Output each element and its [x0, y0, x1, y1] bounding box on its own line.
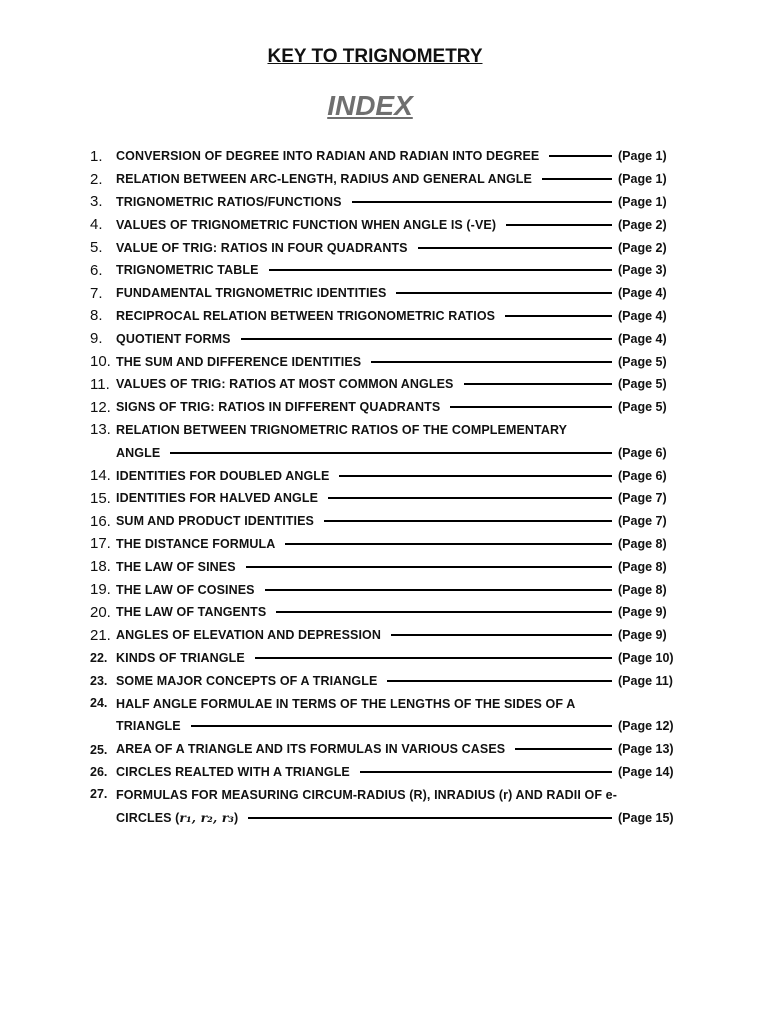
page-reference: (Page 6) — [618, 468, 667, 483]
leader-line — [542, 178, 612, 180]
leader-line — [328, 497, 612, 499]
entry-title: IDENTITIES FOR DOUBLED ANGLE — [116, 468, 330, 483]
math-expression-end: ) — [234, 810, 239, 825]
entry-title-continued: TRIANGLE — [116, 719, 181, 734]
table-of-contents — [90, 145, 680, 829]
entry-title: AREA OF A TRIANGLE AND ITS FORMULAS IN VARIOUS CASES — [116, 742, 506, 757]
toc-entry — [90, 191, 680, 214]
toc-entry — [90, 669, 680, 692]
entry-title: RECIPROCAL RELATION BETWEEN TRIGONOMETRIC RATIOS — [116, 308, 496, 323]
leader-line — [248, 817, 612, 819]
leader-line — [418, 247, 612, 249]
page-reference: (Page 12) — [618, 719, 674, 734]
leader-line — [265, 589, 612, 591]
toc-entry — [90, 601, 680, 624]
entry-number: 22. — [90, 651, 108, 666]
leader-line — [371, 361, 612, 363]
entry-title: CIRCLES REALTED WITH A TRIANGLE — [116, 764, 350, 779]
entry-title: RELATION BETWEEN TRIGNOMETRIC RATIOS OF THE COMPLEMENTARY — [116, 422, 568, 437]
toc-entry — [90, 555, 680, 578]
toc-entry — [90, 168, 680, 191]
entry-title: TRIGNOMETRIC TABLE — [116, 263, 259, 278]
leader-line — [549, 155, 612, 157]
toc-entry — [90, 213, 680, 236]
toc-entry — [90, 738, 680, 761]
toc-entry — [90, 647, 680, 670]
page-reference: (Page 2) — [618, 240, 667, 255]
page-reference: (Page 5) — [618, 400, 667, 415]
page-reference: (Page 8) — [618, 536, 667, 551]
entry-number: 6. — [90, 261, 103, 279]
page-reference: (Page 4) — [618, 308, 667, 323]
leader-line — [505, 315, 612, 317]
entry-title: CONVERSION OF DEGREE INTO RADIAN AND RADIAN INTO DEGREE — [116, 149, 540, 164]
leader-line — [387, 680, 612, 682]
entry-title: VALUES OF TRIG: RATIOS AT MOST COMMON ANGLES — [116, 377, 454, 392]
entry-title: THE DISTANCE FORMULA — [116, 536, 276, 551]
entry-title: SUM AND PRODUCT IDENTITIES — [116, 514, 314, 529]
page-reference: (Page 8) — [618, 559, 667, 574]
entry-number: 13. — [90, 420, 111, 438]
page-reference: (Page 4) — [618, 286, 667, 301]
entry-number: 12. — [90, 398, 111, 416]
entry-title: KINDS OF TRIANGLE — [116, 650, 245, 665]
entry-number: 15. — [90, 489, 111, 507]
leader-line — [391, 634, 612, 636]
entry-number: 16. — [90, 512, 111, 530]
document-title: KEY TO TRIGNOMETRY — [267, 46, 483, 67]
leader-line — [360, 771, 612, 773]
entry-number: 26. — [90, 765, 108, 780]
leader-line — [285, 543, 612, 545]
leader-line — [170, 452, 612, 454]
leader-line — [464, 383, 613, 385]
page-reference: (Page 5) — [618, 354, 667, 369]
leader-line — [324, 520, 612, 522]
entry-number: 20. — [90, 603, 111, 621]
leader-line — [241, 338, 612, 340]
page-reference: (Page 4) — [618, 331, 667, 346]
entry-title-continued: ANGLE — [116, 445, 161, 460]
entry-number: 19. — [90, 580, 111, 598]
page-reference: (Page 1) — [618, 194, 667, 209]
leader-line — [506, 224, 612, 226]
entry-number: 10. — [90, 352, 111, 370]
entry-number: 27. — [90, 787, 108, 802]
entry-title: IDENTITIES FOR HALVED ANGLE — [116, 491, 319, 506]
page-reference: (Page 8) — [618, 582, 667, 597]
entry-number: 21. — [90, 626, 111, 644]
entry-number: 3. — [90, 193, 103, 211]
toc-entry — [90, 373, 680, 396]
leader-line — [246, 566, 612, 568]
toc-entry — [90, 259, 680, 282]
toc-entry — [90, 761, 680, 784]
toc-entry — [90, 350, 680, 373]
toc-entry — [90, 533, 680, 556]
entry-number: 17. — [90, 535, 111, 553]
leader-line — [191, 725, 612, 727]
page-reference: (Page 15) — [618, 810, 674, 825]
page-reference: (Page 3) — [618, 263, 667, 278]
entry-number: 11. — [90, 375, 110, 393]
page-reference: (Page 2) — [618, 217, 667, 232]
toc-entry — [90, 464, 680, 487]
entry-title: RELATION BETWEEN ARC-LENGTH, RADIUS AND GENERAL ANGLE — [116, 172, 532, 187]
entry-title: THE LAW OF TANGENTS — [116, 605, 267, 620]
page-reference: (Page 7) — [618, 491, 667, 506]
toc-entry — [90, 282, 680, 305]
leader-line — [276, 611, 612, 613]
toc-entry — [90, 487, 680, 510]
page-reference: (Page 11) — [618, 673, 673, 688]
toc-entry — [90, 692, 680, 738]
toc-entry — [90, 578, 680, 601]
index-heading: INDEX — [327, 90, 413, 121]
entry-number: 7. — [90, 284, 103, 302]
page-reference: (Page 6) — [618, 445, 667, 460]
leader-line — [269, 269, 612, 271]
entry-title: SOME MAJOR CONCEPTS OF A TRIANGLE — [116, 673, 378, 688]
leader-line — [450, 406, 612, 408]
entry-title: HALF ANGLE FORMULAE IN TERMS OF THE LENGTHS OF THE SIDES OF A — [116, 696, 576, 711]
entry-title: TRIGNOMETRIC RATIOS/FUNCTIONS — [116, 194, 342, 209]
entry-number: 4. — [90, 216, 103, 234]
entry-title: THE LAW OF SINES — [116, 559, 236, 574]
toc-entry — [90, 419, 680, 465]
entry-title: THE LAW OF COSINES — [116, 582, 255, 597]
entry-number: 2. — [90, 170, 103, 188]
toc-entry — [90, 145, 680, 168]
leader-line — [396, 292, 612, 294]
page-reference: (Page 14) — [618, 764, 674, 779]
page-reference: (Page 1) — [618, 172, 667, 187]
entry-number: 9. — [90, 330, 103, 348]
entry-title: ANGLES OF ELEVATION AND DEPRESSION — [116, 628, 381, 643]
math-expression: r₁, r₂, r₃ — [179, 810, 234, 825]
entry-number: 23. — [90, 674, 108, 689]
leader-line — [339, 475, 612, 477]
entry-number: 8. — [90, 307, 103, 325]
entry-title: SIGNS OF TRIG: RATIOS IN DIFFERENT QUADRANTS — [116, 400, 441, 415]
entry-number: 18. — [90, 558, 111, 576]
entry-title: THE SUM AND DIFFERENCE IDENTITIES — [116, 354, 362, 369]
toc-entry — [90, 396, 680, 419]
entry-title: FUNDAMENTAL TRIGNOMETRIC IDENTITIES — [116, 286, 387, 301]
leader-line — [515, 748, 612, 750]
toc-entry — [90, 327, 680, 350]
page-reference: (Page 9) — [618, 605, 667, 620]
page-reference: (Page 5) — [618, 377, 667, 392]
toc-entry — [90, 510, 680, 533]
entry-number: 5. — [90, 238, 103, 256]
entry-number: 14. — [90, 466, 111, 484]
toc-entry — [90, 236, 680, 259]
entry-number: 24. — [90, 696, 108, 711]
entry-title: FORMULAS FOR MEASURING CIRCUM-RADIUS (R), INRADIUS (r) AND RADII OF e- — [116, 787, 617, 802]
entry-title: VALUE OF TRIG: RATIOS IN FOUR QUADRANTS — [116, 240, 408, 255]
page-reference: (Page 7) — [618, 514, 667, 529]
page-reference: (Page 13) — [618, 742, 674, 757]
page-reference: (Page 1) — [618, 149, 667, 164]
toc-entry — [90, 783, 680, 829]
page-reference: (Page 9) — [618, 628, 667, 643]
toc-entry — [90, 624, 680, 647]
entry-title-continued: CIRCLES ( — [116, 810, 180, 825]
leader-line — [255, 657, 612, 659]
entry-title: QUOTIENT FORMS — [116, 331, 231, 346]
entry-number: 25. — [90, 742, 108, 757]
leader-line — [352, 201, 612, 203]
entry-number: 1. — [90, 147, 103, 165]
entry-title: VALUES OF TRIGNOMETRIC FUNCTION WHEN ANGLE IS (-VE) — [116, 217, 497, 232]
toc-entry — [90, 305, 680, 328]
page-reference: (Page 10) — [618, 650, 674, 665]
